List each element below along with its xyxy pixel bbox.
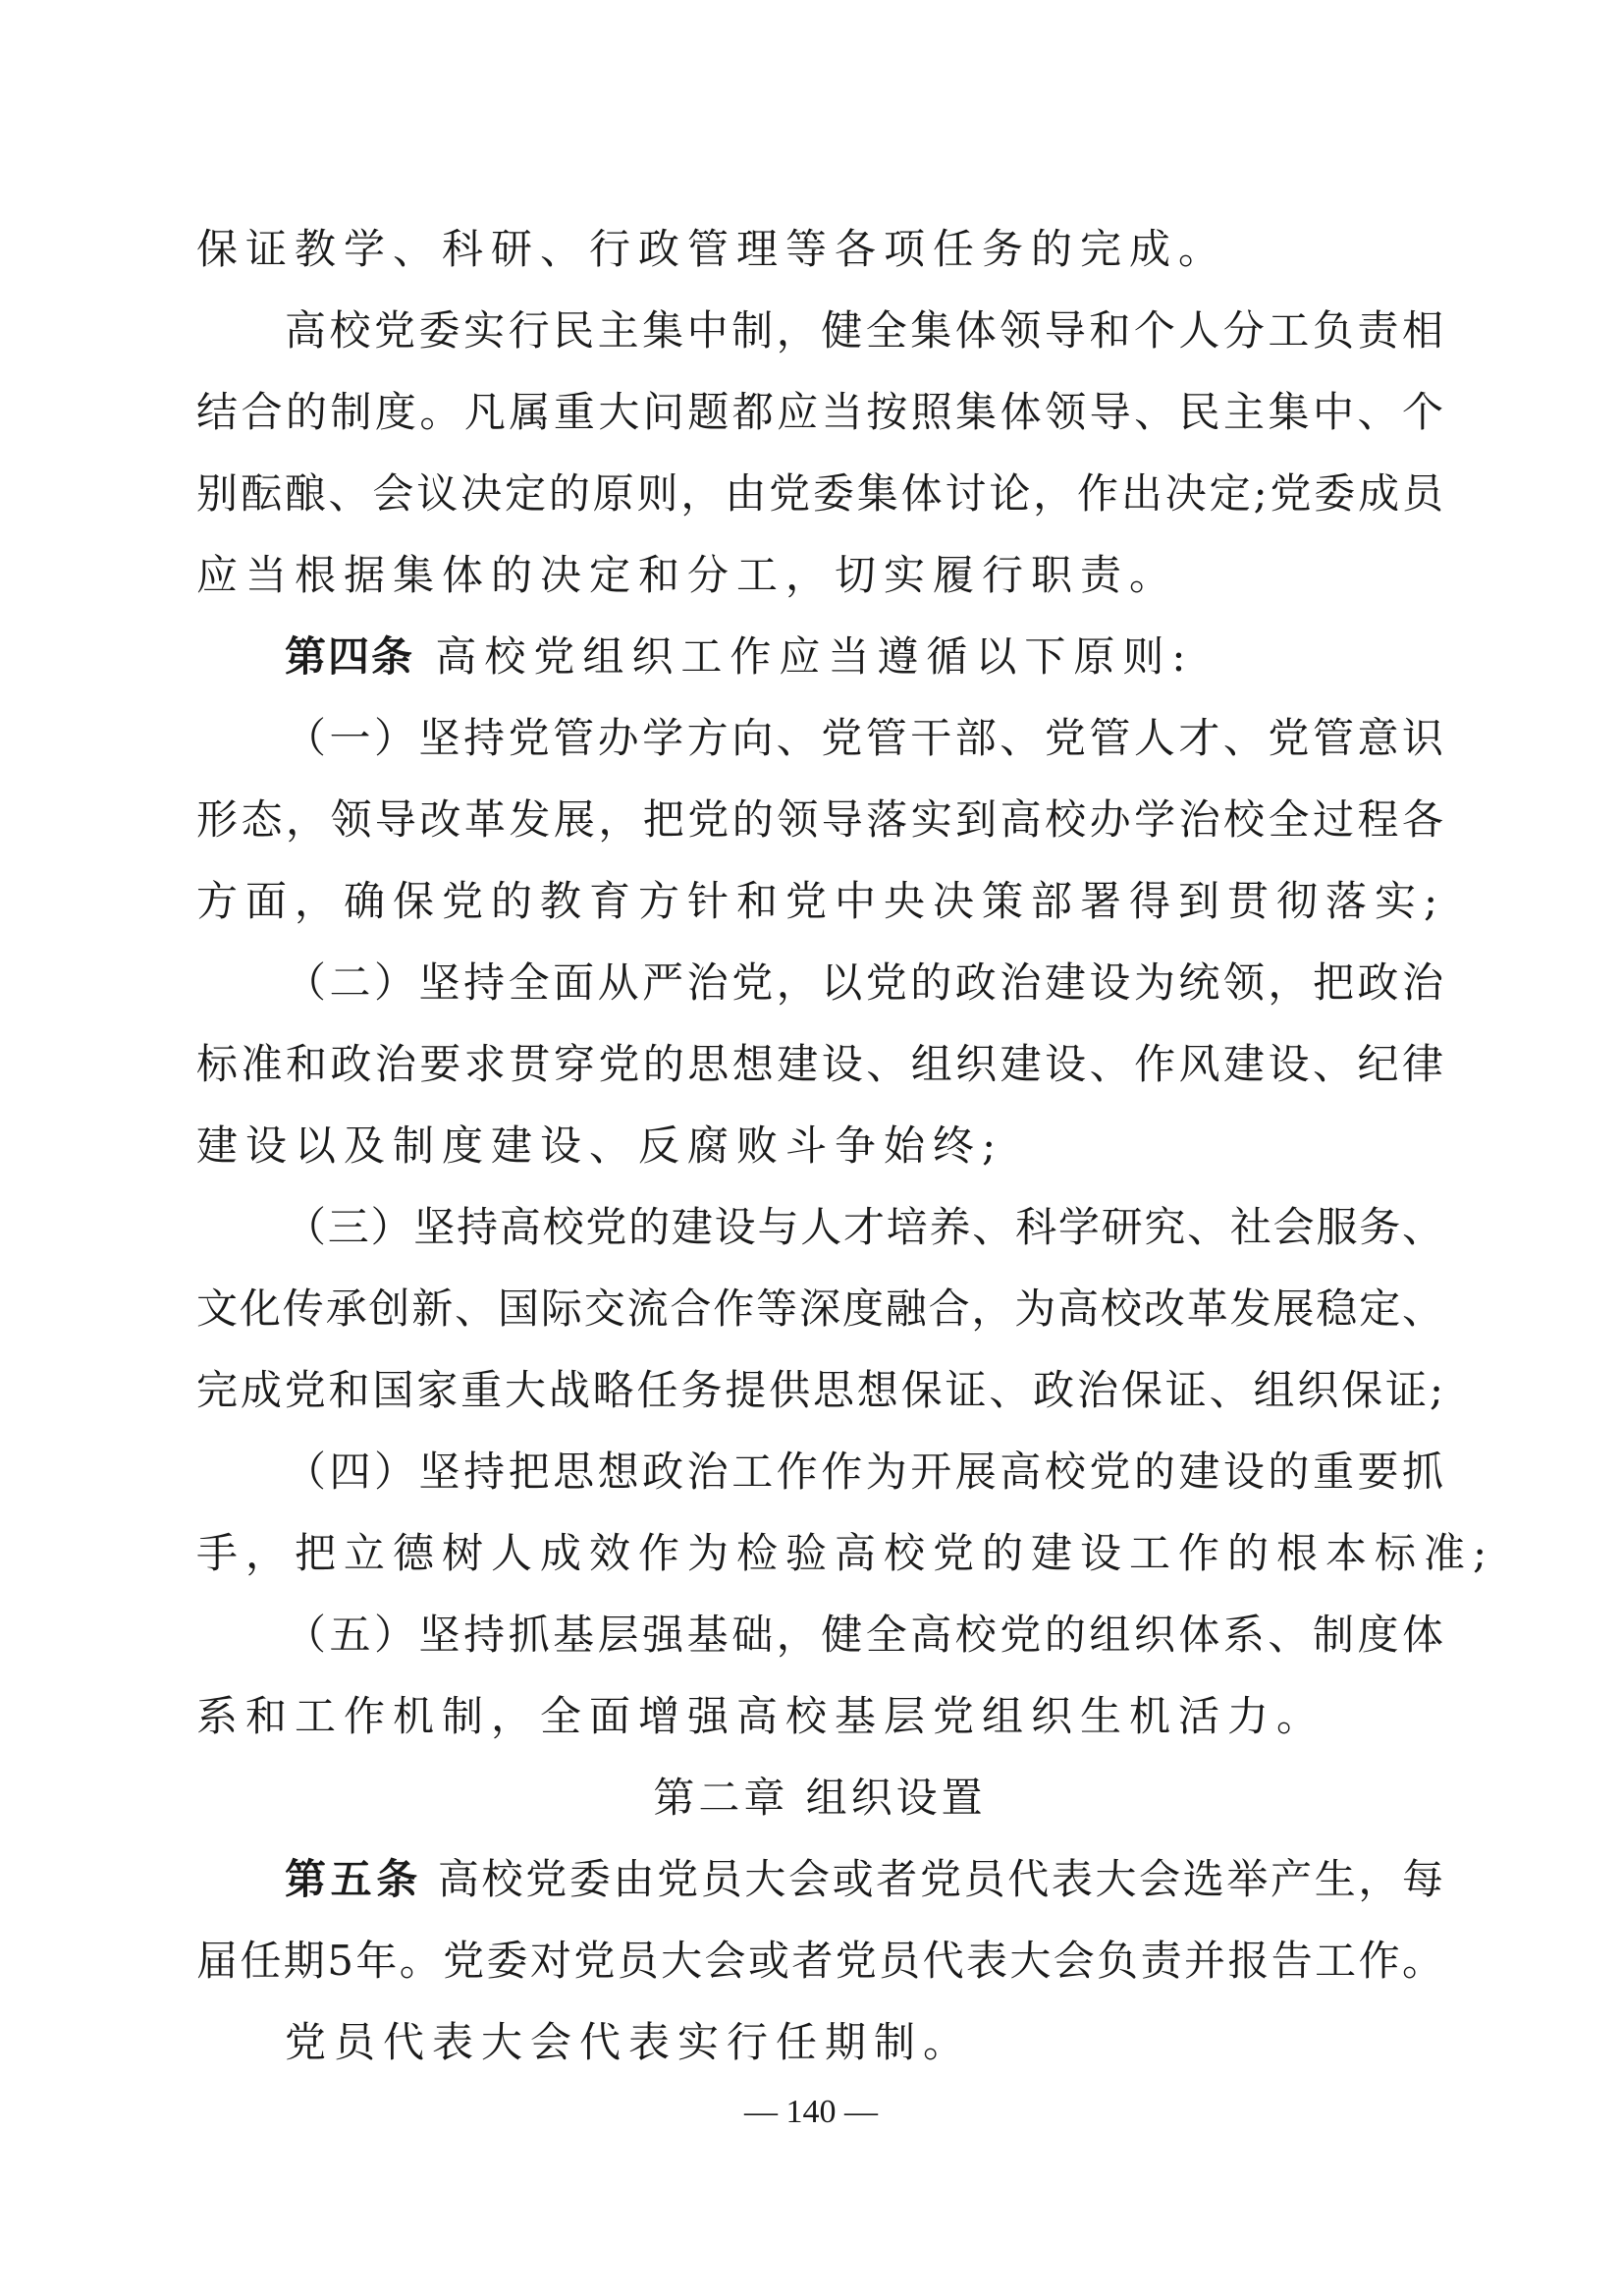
text-line: （一）坚持党管办学方向、党管干部、党管人才、党管意识 [285, 714, 1443, 762]
text-line: （三）坚持高校党的建设与人才培养、科学研究、社会服务、 [285, 1203, 1443, 1251]
text-line: 别酝酿、会议决定的原则，由党委集体讨论，作出决定;党委成员 [196, 469, 1443, 518]
text-line: 手，把立德树人成效作为检验高校党的建设工作的根本标准; [196, 1529, 1495, 1577]
text-line: （五）坚持抓基层强基础，健全高校党的组织体系、制度体 [285, 1611, 1443, 1659]
page-number: — 140 — [744, 2094, 878, 2130]
text-line: 应当根据集体的决定和分工，切实履行职责。 [196, 551, 1179, 599]
text-line: （四）坚持把思想政治工作作为开展高校党的建设的重要抓 [285, 1448, 1443, 1496]
text-line: 高校党委实行民主集中制，健全集体领导和个人分工负责相 [285, 306, 1443, 355]
text-line: 形态，领导改革发展，把党的领导落实到高校办学治校全过程各 [196, 795, 1443, 844]
text-line: 方面，确保党的教育方针和党中央决策部署得到贯彻落实; [196, 877, 1446, 925]
text-line: 结合的制度。凡属重大问题都应当按照集体领导、民主集中、个 [196, 388, 1443, 436]
article-text: 高校党组织工作应当遵循以下原则: [435, 632, 1194, 681]
text-line: 保证教学、科研、行政管理等各项任务的完成。 [196, 225, 1228, 273]
document-body [196, 208, 1495, 2083]
article-text: 高校党委由党员大会或者党员代表大会选举产生，每 [437, 1855, 1443, 1903]
text-line: 文化传承创新、国际交流合作等深度融合，为高校改革发展稳定、 [196, 1285, 1443, 1333]
text-line: 党员代表大会代表实行任期制。 [285, 2018, 973, 2066]
text-line: 建设以及制度建设、反腐败斗争始终; [196, 1121, 1004, 1170]
article-heading-line [196, 1838, 1443, 1920]
text-line: 标准和政治要求贯穿党的思想建设、组织建设、作风建设、纪律 [196, 1040, 1443, 1088]
article-label: 第五条 [285, 1855, 422, 1903]
text-line: （二）坚持全面从严治党，以党的政治建设为统领，把政治 [285, 958, 1443, 1007]
article-heading-line [196, 616, 1443, 697]
article-label: 第四条 [285, 632, 415, 681]
text-line: 届任期5年。党委对党员大会或者党员代表大会负责并报告工作。 [196, 1937, 1443, 1985]
chapter-heading: 第二章 组织设置 [653, 1774, 987, 1822]
text-line: 完成党和国家重大战略任务提供思想保证、政治保证、组织保证; [196, 1366, 1443, 1414]
text-line: 系和工作机制，全面增强高校基层党组织生机活力。 [196, 1692, 1326, 1740]
